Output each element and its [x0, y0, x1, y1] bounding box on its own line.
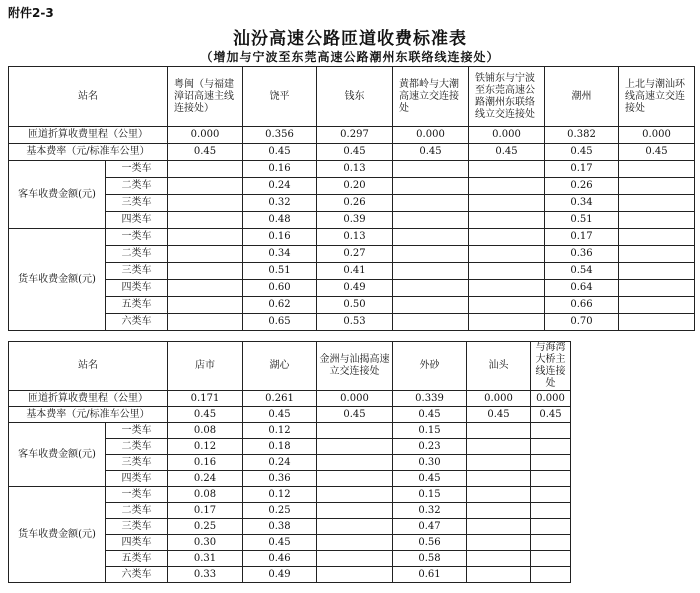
station-name: 金洲与汕揭高速立交连接处: [317, 342, 393, 391]
rate-value: 0.45: [393, 144, 469, 161]
fee-value: [168, 246, 243, 263]
fee-value: 0.17: [545, 161, 619, 178]
fee-value: [393, 212, 469, 229]
station-header: 站名: [9, 67, 168, 127]
distance-value: 0.000: [531, 391, 571, 407]
fee-value: [531, 551, 571, 567]
fee-value: [467, 567, 531, 583]
fee-value: 0.12: [243, 423, 317, 439]
fee-value: [531, 471, 571, 487]
fee-value: [531, 423, 571, 439]
fee-value: [467, 487, 531, 503]
distance-value: 0.000: [393, 127, 469, 144]
fee-value: [531, 503, 571, 519]
station-name: 上北与潮汕环线高速立交连接处: [619, 67, 695, 127]
station-name: 钱东: [317, 67, 393, 127]
vehicle-class: 六类车: [106, 567, 168, 583]
rate-value: 0.45: [317, 144, 393, 161]
truck-row: [9, 297, 695, 314]
fee-value: [317, 519, 393, 535]
rate-value: 0.45: [243, 407, 317, 423]
fee-value: [317, 487, 393, 503]
fee-value: 0.60: [243, 280, 317, 297]
fee-value: 0.16: [243, 229, 317, 246]
fee-value: 0.36: [243, 471, 317, 487]
vehicle-class: 四类车: [106, 471, 168, 487]
fee-value: 0.49: [243, 567, 317, 583]
rate-value: 0.45: [243, 144, 317, 161]
rate-row: [9, 407, 571, 423]
fee-value: [619, 280, 695, 297]
fee-value: 0.15: [393, 487, 467, 503]
truck-row: [9, 314, 695, 331]
fee-value: [469, 161, 545, 178]
station-name: 潮州: [545, 67, 619, 127]
fee-value: [168, 280, 243, 297]
truck-row: [9, 487, 571, 503]
vehicle-class: 三类车: [106, 455, 168, 471]
fee-value: [317, 551, 393, 567]
fee-value: [469, 195, 545, 212]
fee-value: [168, 161, 243, 178]
fee-value: [467, 535, 531, 551]
fee-value: 0.26: [545, 178, 619, 195]
fee-value: [469, 280, 545, 297]
fee-value: 0.51: [243, 263, 317, 280]
fee-value: 0.24: [168, 471, 243, 487]
rate-value: 0.45: [393, 407, 467, 423]
fee-value: [317, 503, 393, 519]
fee-value: 0.65: [243, 314, 317, 331]
fee-value: [393, 314, 469, 331]
fee-value: [531, 439, 571, 455]
station-name: 湖心: [243, 342, 317, 391]
fee-value: 0.49: [317, 280, 393, 297]
fee-value: 0.34: [545, 195, 619, 212]
fee-value: [469, 263, 545, 280]
fee-value: [619, 229, 695, 246]
fee-value: [393, 195, 469, 212]
fee-value: 0.62: [243, 297, 317, 314]
fee-value: 0.64: [545, 280, 619, 297]
fee-value: [393, 280, 469, 297]
fee-value: 0.16: [243, 161, 317, 178]
fee-value: [393, 229, 469, 246]
fee-value: [393, 246, 469, 263]
fee-value: 0.25: [243, 503, 317, 519]
fee-value: [469, 314, 545, 331]
fee-value: [619, 212, 695, 229]
truck-row: [9, 229, 695, 246]
fee-value: 0.46: [243, 551, 317, 567]
distance-label: 匝道折算收费里程（公里）: [9, 391, 168, 407]
fee-value: [317, 455, 393, 471]
vehicle-class: 二类车: [106, 503, 168, 519]
header-row: [9, 342, 571, 391]
distance-value: 0.297: [317, 127, 393, 144]
fee-value: 0.24: [243, 178, 317, 195]
fee-value: [168, 195, 243, 212]
rate-row: [9, 144, 695, 161]
bus-row: [9, 195, 695, 212]
fee-value: 0.30: [168, 535, 243, 551]
fee-value: [317, 471, 393, 487]
fee-value: 0.27: [317, 246, 393, 263]
bus-row: [9, 178, 695, 195]
fee-value: [467, 503, 531, 519]
fee-value: [467, 439, 531, 455]
fee-value: [469, 229, 545, 246]
distance-value: 0.339: [393, 391, 467, 407]
fee-value: 0.53: [317, 314, 393, 331]
rate-value: 0.45: [168, 407, 243, 423]
fee-value: [619, 161, 695, 178]
fee-value: 0.32: [243, 195, 317, 212]
fee-value: [168, 212, 243, 229]
fee-value: [393, 297, 469, 314]
toll-table-1: [8, 66, 695, 331]
station-name: 汕头: [467, 342, 531, 391]
bus-group-label: 客车收费金额(元): [9, 423, 106, 487]
fee-value: [619, 195, 695, 212]
fee-value: [393, 178, 469, 195]
vehicle-class: 一类车: [106, 487, 168, 503]
fee-value: 0.23: [393, 439, 467, 455]
fee-value: 0.47: [393, 519, 467, 535]
bus-row: [9, 212, 695, 229]
rate-value: 0.45: [168, 144, 243, 161]
rate-label: 基本费率（元/标准车公里）: [9, 144, 168, 161]
vehicle-class: 五类车: [106, 551, 168, 567]
distance-label: 匝道折算收费里程（公里）: [9, 127, 168, 144]
fee-value: 0.20: [317, 178, 393, 195]
vehicle-class: 五类车: [106, 297, 168, 314]
fee-value: [619, 246, 695, 263]
vehicle-class: 二类车: [106, 439, 168, 455]
fee-value: 0.33: [168, 567, 243, 583]
bus-row: [9, 161, 695, 178]
fee-value: 0.30: [393, 455, 467, 471]
fee-value: [317, 439, 393, 455]
distance-row: [9, 391, 571, 407]
fee-value: 0.41: [317, 263, 393, 280]
fee-value: 0.15: [393, 423, 467, 439]
station-name: 店市: [168, 342, 243, 391]
distance-row: [9, 127, 695, 144]
rate-value: 0.45: [467, 407, 531, 423]
fee-value: 0.45: [243, 535, 317, 551]
fee-value: [168, 314, 243, 331]
vehicle-class: 二类车: [106, 178, 168, 195]
truck-row: [9, 263, 695, 280]
fee-value: 0.13: [317, 161, 393, 178]
fee-value: 0.17: [545, 229, 619, 246]
rate-value: 0.45: [619, 144, 695, 161]
distance-value: 0.356: [243, 127, 317, 144]
vehicle-class: 四类车: [106, 535, 168, 551]
truck-group-label: 货车收费金额(元): [9, 487, 106, 583]
distance-value: 0.000: [168, 127, 243, 144]
fee-value: 0.08: [168, 487, 243, 503]
appendix-label: 附件2-3: [8, 6, 54, 20]
fee-value: 0.36: [545, 246, 619, 263]
fee-value: 0.12: [243, 487, 317, 503]
fee-value: [531, 519, 571, 535]
distance-value: 0.000: [469, 127, 545, 144]
truck-group-label: 货车收费金额(元): [9, 229, 106, 331]
fee-value: [619, 314, 695, 331]
rate-value: 0.45: [531, 407, 571, 423]
header-row: [9, 67, 695, 127]
rate-value: 0.45: [469, 144, 545, 161]
fee-value: [168, 297, 243, 314]
vehicle-class: 三类车: [106, 195, 168, 212]
page-subtitle: （增加与宁波至东莞高速公路潮州东联络线连接处）: [200, 50, 500, 64]
page-title: 汕汾高速公路匝道收费标准表: [233, 29, 467, 49]
fee-value: [469, 212, 545, 229]
fee-value: [317, 567, 393, 583]
fee-value: [467, 471, 531, 487]
fee-value: [393, 263, 469, 280]
fee-value: 0.58: [393, 551, 467, 567]
fee-value: 0.24: [243, 455, 317, 471]
fee-value: [168, 229, 243, 246]
fee-value: 0.25: [168, 519, 243, 535]
fee-value: 0.12: [168, 439, 243, 455]
fee-value: 0.34: [243, 246, 317, 263]
fee-value: 0.48: [243, 212, 317, 229]
station-name: 外砂: [393, 342, 467, 391]
station-name: 黄都岭与大潮高速立交连接处: [393, 67, 469, 127]
rate-value: 0.45: [545, 144, 619, 161]
distance-value: 0.000: [467, 391, 531, 407]
truck-row: [9, 246, 695, 263]
fee-value: [531, 455, 571, 471]
fee-value: [531, 535, 571, 551]
fee-value: 0.18: [243, 439, 317, 455]
fee-value: 0.39: [317, 212, 393, 229]
bus-group-label: 客车收费金额(元): [9, 161, 106, 229]
fee-value: [619, 178, 695, 195]
vehicle-class: 二类车: [106, 246, 168, 263]
rate-label: 基本费率（元/标准车公里）: [9, 407, 168, 423]
distance-value: 0.382: [545, 127, 619, 144]
fee-value: 0.17: [168, 503, 243, 519]
fee-value: 0.38: [243, 519, 317, 535]
station-name: 粤闽（与福建漳诏高速主线连接处）: [168, 67, 243, 127]
fee-value: [168, 178, 243, 195]
bus-row: [9, 423, 571, 439]
vehicle-class: 三类车: [106, 519, 168, 535]
fee-value: 0.54: [545, 263, 619, 280]
fee-value: 0.31: [168, 551, 243, 567]
fee-value: 0.61: [393, 567, 467, 583]
fee-value: 0.32: [393, 503, 467, 519]
fee-value: 0.51: [545, 212, 619, 229]
fee-value: [469, 297, 545, 314]
station-name: 与海湾大桥主线连接处: [531, 342, 571, 391]
vehicle-class: 一类车: [106, 229, 168, 246]
fee-value: [467, 551, 531, 567]
distance-value: 0.000: [619, 127, 695, 144]
vehicle-class: 六类车: [106, 314, 168, 331]
truck-row: [9, 280, 695, 297]
vehicle-class: 三类车: [106, 263, 168, 280]
fee-value: [317, 423, 393, 439]
distance-value: 0.000: [317, 391, 393, 407]
fee-value: 0.66: [545, 297, 619, 314]
vehicle-class: 一类车: [106, 423, 168, 439]
toll-table-2: [8, 341, 571, 583]
fee-value: [619, 297, 695, 314]
fee-value: 0.45: [393, 471, 467, 487]
fee-value: 0.56: [393, 535, 467, 551]
fee-value: [619, 263, 695, 280]
vehicle-class: 一类车: [106, 161, 168, 178]
distance-value: 0.261: [243, 391, 317, 407]
fee-value: 0.26: [317, 195, 393, 212]
fee-value: [393, 161, 469, 178]
fee-value: [467, 423, 531, 439]
distance-value: 0.171: [168, 391, 243, 407]
vehicle-class: 四类车: [106, 212, 168, 229]
fee-value: 0.13: [317, 229, 393, 246]
fee-value: [531, 567, 571, 583]
fee-value: [168, 263, 243, 280]
fee-value: [531, 487, 571, 503]
fee-value: 0.08: [168, 423, 243, 439]
rate-value: 0.45: [317, 407, 393, 423]
fee-value: 0.50: [317, 297, 393, 314]
fee-value: [467, 519, 531, 535]
fee-value: 0.16: [168, 455, 243, 471]
fee-value: [469, 246, 545, 263]
fee-value: [469, 178, 545, 195]
vehicle-class: 四类车: [106, 280, 168, 297]
station-name: 铁铺东与宁波至东莞高速公路潮州东联络线立交连接处: [469, 67, 545, 127]
fee-value: [467, 455, 531, 471]
station-header: 站名: [9, 342, 168, 391]
station-name: 饶平: [243, 67, 317, 127]
fee-value: 0.70: [545, 314, 619, 331]
fee-value: [317, 535, 393, 551]
